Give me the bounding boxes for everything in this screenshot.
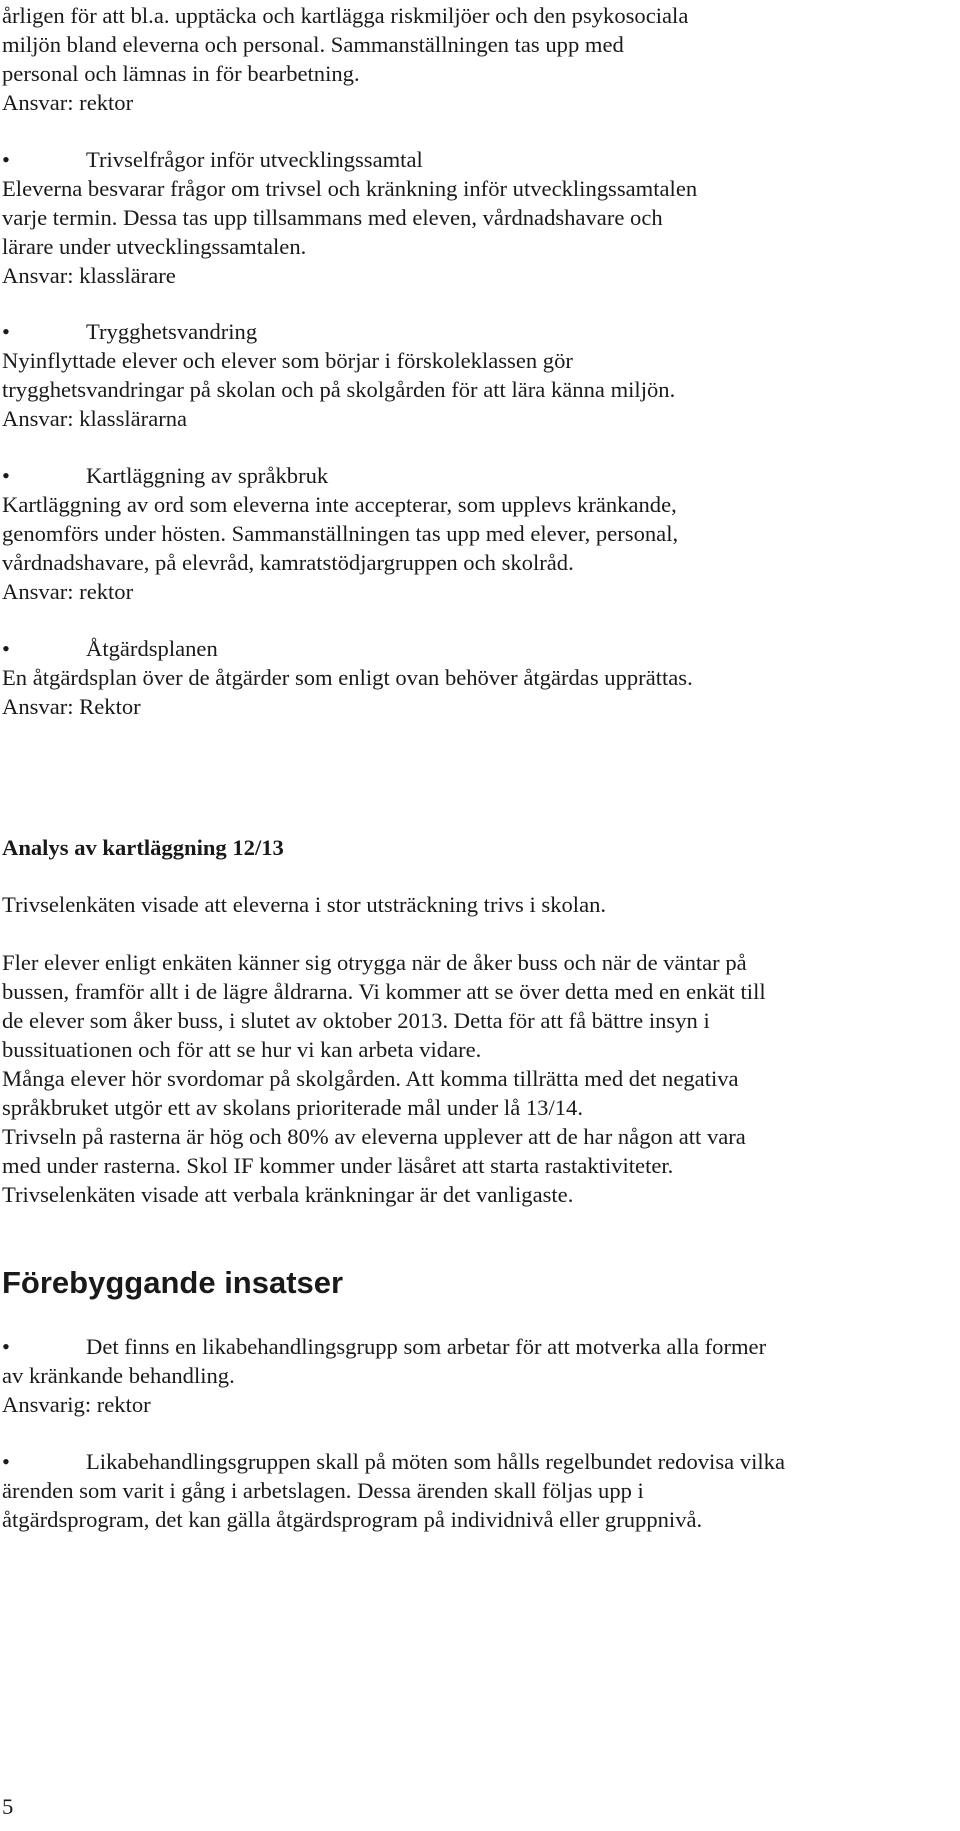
responsible-line: Ansvar: klasslärarna	[2, 406, 188, 431]
responsible-line: Ansvar: klasslärare	[2, 263, 176, 288]
responsible-line: Ansvar: rektor	[2, 90, 134, 115]
item-line: av kränkande behandling.	[2, 1363, 235, 1388]
item-first-line: Likabehandlingsgruppen skall på möten som hålls regelbundet redovisa vilka	[86, 1449, 785, 1474]
analysis-line: Trivseln på rasterna är hög och 80% av eleverna upplever att de har någon att vara	[2, 1124, 746, 1149]
item-title: Trivselfrågor inför utvecklingssamtal	[86, 147, 423, 172]
bullet-icon: •	[2, 636, 10, 661]
analysis-line: Många elever hör svordomar på skolgården. Att komma tillrätta med det negativa	[2, 1066, 739, 1091]
analysis-line: bussituationen och för att se hur vi kan arbeta vidare.	[2, 1037, 482, 1062]
item-line: vårdnadshavare, på elevråd, kamratstödjargruppen och skolråd.	[2, 550, 574, 575]
analysis-line: med under rasterna. Skol IF kommer under läsåret att starta rastaktiviteter.	[2, 1153, 674, 1178]
preventive-heading: Förebyggande insatser	[2, 1265, 344, 1300]
analysis-line: de elever som åker buss, i slutet av oktober 2013. Detta för att få bättre insyn i	[2, 1008, 710, 1033]
item-line: trygghetsvandringar på skolan och på skolgården för att lära känna miljön.	[2, 377, 676, 402]
analysis-line: Trivselenkäten visade att verbala kränkningar är det vanligaste.	[2, 1182, 574, 1207]
page-number: 5	[2, 1794, 14, 1819]
item-line: ärenden som varit i gång i arbetslagen. Dessa ärenden skall följas upp i	[2, 1478, 644, 1503]
item-line: lärare under utvecklingssamtalen.	[2, 234, 307, 259]
item-first-line: Det finns en likabehandlingsgrupp som arbetar för att motverka alla former	[86, 1334, 767, 1359]
item-title: Åtgärdsplanen	[86, 636, 218, 661]
responsible-line: Ansvar: Rektor	[2, 694, 141, 719]
bullet-icon: •	[2, 1449, 10, 1474]
analysis-line: bussen, framför allt i de lägre åldrarna. Vi kommer att se över detta med en enkät till	[2, 979, 766, 1004]
item-line: En åtgärdsplan över de åtgärder som enligt ovan behöver åtgärdas upprättas.	[2, 665, 693, 690]
intro-line: årligen för att bl.a. upptäcka och kartlägga riskmiljöer och den psykosociala	[2, 3, 689, 28]
item-line: genomförs under hösten. Sammanställningen tas upp med elever, personal,	[2, 521, 679, 546]
responsible-line: Ansvarig: rektor	[2, 1392, 151, 1417]
intro-line: personal och lämnas in för bearbetning.	[2, 61, 360, 86]
item-line: Kartläggning av ord som eleverna inte accepterar, som upplevs kränkande,	[2, 492, 677, 517]
responsible-line: Ansvar: rektor	[2, 579, 134, 604]
intro-line: miljön bland eleverna och personal. Sammanställningen tas upp med	[2, 32, 624, 57]
analysis-line: språkbruket utgör ett av skolans prioriterade mål under lå 13/14.	[2, 1095, 583, 1120]
analysis-paragraph: Trivselenkäten visade att eleverna i stor utsträckning trivs i skolan.	[2, 892, 607, 917]
item-line: åtgärdsprogram, det kan gälla åtgärdsprogram på individnivå eller gruppnivå.	[2, 1507, 703, 1532]
bullet-icon: •	[2, 463, 10, 488]
bullet-icon: •	[2, 147, 10, 172]
item-line: varje termin. Dessa tas upp tillsammans med eleven, vårdnadshavare och	[2, 205, 663, 230]
item-title: Trygghetsvandring	[86, 319, 258, 344]
item-line: Eleverna besvarar frågor om trivsel och kränkning inför utvecklingssamtalen	[2, 176, 698, 201]
bullet-icon: •	[2, 319, 10, 344]
item-line: Nyinflyttade elever och elever som börjar i förskoleklassen gör	[2, 348, 573, 373]
item-title: Kartläggning av språkbruk	[86, 463, 329, 488]
bullet-icon: •	[2, 1334, 10, 1359]
analysis-heading: Analys av kartläggning 12/13	[2, 835, 284, 860]
analysis-line: Fler elever enligt enkäten känner sig otrygga när de åker buss och när de väntar på	[2, 950, 747, 975]
